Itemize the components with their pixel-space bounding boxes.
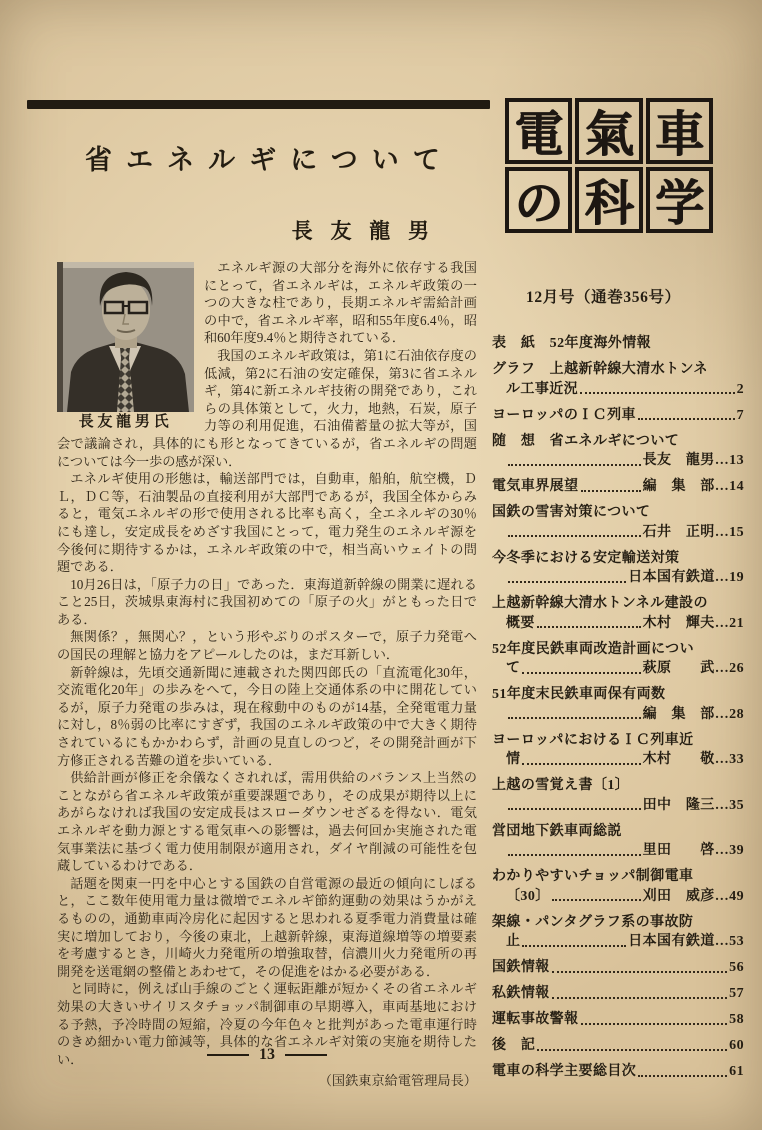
logo-char-cell: 氣: [575, 98, 642, 164]
toc-dot-leader: [552, 899, 641, 901]
toc-entry: [492, 503, 744, 542]
toc-line: [492, 913, 744, 933]
top-divider-rule: [27, 100, 490, 109]
toc-entry: [492, 1010, 744, 1030]
toc-entry: [492, 958, 744, 978]
toc-entry-page: 長友 龍男…13: [642, 453, 744, 468]
toc-line: [492, 432, 744, 452]
toc-entry: [492, 822, 744, 861]
toc-line: [492, 523, 744, 543]
toc-dot-leader: [522, 672, 640, 674]
toc-dot-leader: [552, 971, 727, 973]
toc-entry-title: 52年度民鉄車両改造計画につい: [492, 641, 695, 657]
toc-entry-title: ヨーロッパにおけるＩＣ列車近: [492, 732, 694, 748]
toc-entry: [492, 913, 744, 952]
toc-entry-page: 61: [729, 1064, 744, 1079]
toc-entry-title: 電車の科学主要総目次: [492, 1064, 637, 1079]
toc-entry-title: 後 記: [492, 1038, 536, 1053]
toc-entry-title: ヨーロッパのＩＣ列車: [492, 407, 636, 423]
toc-line: [492, 503, 744, 523]
toc-dot-leader: [508, 717, 641, 719]
toc-entry-page: 田中 隆三…35: [642, 797, 744, 813]
page-number: 13: [259, 1046, 275, 1063]
toc-line: [492, 568, 744, 588]
toc-entry: [492, 1036, 744, 1056]
toc-line: [492, 659, 744, 679]
toc-entry-page: 60: [729, 1038, 744, 1053]
toc-entry-page: 編 集 部…14: [642, 479, 744, 494]
toc-entry-title: 随 想 省エネルギについて: [492, 433, 680, 449]
toc-dot-leader: [508, 464, 641, 466]
toc-line: [492, 958, 744, 978]
toc-entry-title: 架線・パンタグラフ系の事故防: [492, 914, 694, 930]
toc-list: [492, 334, 744, 1082]
toc-entry-title: 私鉄情報: [492, 986, 550, 1001]
toc-entry-page: 編 集 部…28: [642, 706, 744, 722]
article-paragraph: 供給計画が修正を余儀なくされれば，需用供給のバランス上当然のことながら省エネルギ政策が重要課題であり，その成果が期待以上にあがらなければ我国の安定成長はスローダウンせざるを得ない．電気エネルギを動力源とする電気車への影響は，過去何回か実施された電気事業法に基づく電力使用制限が適用され，ダイヤ削減の可能性を包蔵しているわけである．: [57, 770, 477, 874]
toc-entry: [492, 432, 744, 471]
toc-entry-page: 57: [729, 986, 744, 1001]
toc-line: [492, 334, 744, 354]
author-photo: [57, 262, 194, 412]
toc-line: [492, 822, 744, 842]
toc-entry-title: 上越の雪覚え書〔1〕: [492, 778, 630, 793]
toc-dot-leader: [638, 1075, 727, 1077]
page-footer: [57, 1046, 477, 1064]
toc-entry: [492, 1062, 744, 1082]
toc-line: [492, 594, 744, 614]
toc-entry: [492, 731, 744, 770]
toc-line: [492, 932, 744, 952]
toc-line: [492, 406, 744, 426]
toc-entry-page: 刈田 威彦…49: [642, 888, 744, 904]
toc-entry-page: 58: [729, 1012, 744, 1027]
toc-line: [492, 1062, 744, 1082]
toc-line: [492, 984, 744, 1004]
toc-line: [492, 549, 744, 569]
toc-entry-title: 今冬季における安定輸送対策: [492, 550, 680, 566]
article-body: [57, 259, 477, 1090]
toc-entry-title: 〔30〕: [506, 888, 550, 904]
toc-column: [492, 285, 744, 1088]
footer-dash: [285, 1054, 327, 1056]
logo-char-cell: 車: [646, 98, 713, 164]
article-paragraph: エネルギ使用の形態は，輸送部門では，自動車，船舶，航空機，ＤＬ，ＤＣ等，石油製品の直接利用が大部門であるが，我国全体からみると，電気エネルギの形で使用される比率も高く，全エネルギの30％にも達し，安定成長をめざす我国にとって，電力発生のエネルギ源を今後何に期待するかは，エネルギ政策の中で，相当高いウェイトの問題である．: [57, 471, 477, 575]
toc-line: [492, 705, 744, 725]
toc-entry: [492, 685, 744, 724]
toc-entry-page: 7: [736, 407, 744, 423]
toc-entry-page: 木村 敬…33: [642, 752, 744, 767]
toc-line: [492, 685, 744, 705]
toc-entry-title: 51年度末民鉄車両保有両数: [492, 687, 666, 702]
toc-entry: [492, 549, 744, 588]
toc-dot-leader: [508, 808, 641, 810]
toc-line: [492, 614, 744, 634]
toc-entry-page: 萩原 武…26: [642, 661, 744, 676]
toc-entry-page: 56: [729, 960, 744, 975]
logo-char-cell: 科: [575, 167, 642, 233]
toc-entry-title: 情: [506, 752, 521, 767]
author-photo-block: [57, 262, 194, 432]
toc-entry: [492, 776, 744, 815]
toc-entry: [492, 406, 744, 426]
article-paragraph: 無関係？，無関心？，という形やぶりのポスターで，原子力発電への国民の理解と協力をアピールしたのは，まだ耳新しい．: [57, 629, 477, 663]
toc-dot-leader: [581, 1023, 728, 1025]
magazine-logo: [505, 98, 713, 233]
toc-entry-title: 運転事故警報: [492, 1012, 579, 1027]
toc-line: [492, 360, 744, 380]
toc-line: [492, 1036, 744, 1056]
toc-entry-title: 営団地下鉄車両総説: [492, 823, 622, 839]
toc-entry-title: わかりやすいチョッパ制御電車: [492, 869, 694, 884]
article-paragraph: 10月26日は，「原子力の日」であった．東海道新幹線の開業に遅れること25日，茨城県東海村に我国初めての「原子の火」がともった日である．: [57, 576, 477, 627]
toc-entry-page: 日本国有鉄道…19: [628, 570, 744, 585]
issue-label: 12月号（通巻356号）: [526, 289, 681, 306]
toc-dot-leader: [581, 490, 641, 492]
toc-entry-title: 概要: [506, 615, 535, 631]
toc-line: [492, 867, 744, 887]
toc-entry-title: 上越新幹線大清水トンネル建設の: [492, 596, 708, 611]
toc-entry: [492, 984, 744, 1004]
toc-dot-leader: [508, 854, 641, 856]
toc-entry-title: 電気車界展望: [492, 479, 579, 494]
toc-entry: [492, 360, 744, 399]
toc-line: [492, 477, 744, 497]
toc-entry: [492, 867, 744, 906]
toc-entry-page: 石井 正明…15: [642, 524, 744, 540]
toc-line: [492, 731, 744, 751]
toc-entry-title: 止: [506, 934, 521, 949]
toc-entry: [492, 640, 744, 679]
toc-dot-leader: [537, 1049, 727, 1051]
article-paragraph: と同時に，例えば山手線のごとく運転距離が短かくその省エネルギ効果の大きいサイリスタチョッパ制御車の早期導入，車両基地における予熱，予冷時間の短縮，冷夏の今年色々と批判があった電車運行時のきめ細かい電力節減等，具体的な省エネルギ対策の実施を期待したい．: [57, 981, 477, 1067]
article-paragraph: 我国のエネルギ政策は，第1に石油依存度の低減，第2に石油の安定確保，第3に省エネルギ，第4に新エネルギ技術の開発であり，これらの具体策として，火力，地熱，石炭，原子力等の利用促進，石油備蓄量の拡大等が，国会で議論され，具体的にも形となってきているが，省エネルギの問題については今一歩の感が深い．: [57, 347, 477, 469]
toc-line: [492, 640, 744, 660]
toc-entry-page: 里田 啓…39: [642, 843, 744, 858]
article-paragraph: 話題を関東一円を中心とする国鉄の自営電源の最近の傾向にしぼると，ここ数年使用電力量は微増でエネルギ節約運動の効果はうかがえるものの，通勤車両冷房化に起因すると思われる夏季電力消費量は確実に増加しており，今後の東北，上越新幹線，東海道線増等の増要素を考慮するとき，川崎火力発電所の増強取替，信濃川火力発電所の再開発を送電網の整備とあわせて，その促進をはかる必要がある．: [57, 875, 477, 979]
toc-entry-page: 木村 輝夫…21: [642, 615, 744, 631]
toc-entry: [492, 477, 744, 497]
article-column: [57, 138, 477, 1090]
toc-entry-title: 国鉄の雪害対策について: [492, 505, 651, 520]
toc-line: [492, 1010, 744, 1030]
toc-dot-leader: [522, 763, 640, 765]
toc-dot-leader: [522, 945, 626, 947]
toc-line: [492, 887, 744, 907]
toc-dot-leader: [537, 626, 641, 628]
toc-entry: [492, 594, 744, 633]
toc-dot-leader: [580, 392, 734, 394]
toc-line: [492, 776, 744, 796]
toc-dot-leader: [508, 535, 641, 537]
toc-line: [492, 841, 744, 861]
article-signature: （国鉄東京給電管理局長）: [318, 1073, 477, 1089]
toc-entry-title: 表 紙 52年度海外情報: [492, 336, 652, 351]
logo-char-cell: 電: [505, 98, 572, 164]
toc-line: [492, 796, 744, 816]
toc-entry-title: て: [506, 661, 521, 676]
toc-entry-title: 国鉄情報: [492, 960, 550, 975]
footer-dash: [207, 1054, 249, 1056]
toc-entry-page: 2: [736, 381, 744, 397]
toc-dot-leader: [638, 418, 735, 420]
toc-line: [492, 380, 744, 400]
toc-dot-leader: [552, 997, 727, 999]
toc-line: [492, 750, 744, 770]
logo-char-cell: 学: [646, 167, 713, 233]
article-author: 長友龍男: [291, 219, 447, 243]
toc-entry: [492, 334, 744, 354]
toc-entry-title: グラフ 上越新幹線大清水トンネ: [492, 362, 708, 377]
toc-line: [492, 451, 744, 471]
article-paragraph: 新幹線は，先頃交通新聞に連載された関四郎氏の「直流電化30年，交流電化20年」の歩みをへて，今日の陸上交通体系の中に開花しているが，原子力発電の歩みは，現在稼動中のものが14基，全発電電力量に対し，8％弱の比率にすぎず，我国のエネルギ政策の中で大きく期待されているにもかかわらず，計画の見直しのつど，その開発計画が下方修正される苦難の道を歩いている．: [57, 664, 477, 768]
author-photo-caption: 長友龍男氏: [78, 414, 173, 430]
toc-dot-leader: [508, 581, 626, 583]
toc-entry-title: ル工事近況: [506, 381, 579, 397]
article-paragraph: エネルギ源の大部分を海外に依存する我国にとって，省エネルギは，エネルギ政策の一つの大きな柱であり，長期エネルギ需給計画の中で，省エネルギ率，昭和55年度6.4％，昭和60年度9.4％と期待されている．: [204, 260, 477, 346]
logo-char-cell: の: [505, 167, 572, 233]
toc-entry-page: 日本国有鉄道…53: [628, 934, 744, 949]
article-title: 省エネルギについて: [85, 145, 454, 175]
